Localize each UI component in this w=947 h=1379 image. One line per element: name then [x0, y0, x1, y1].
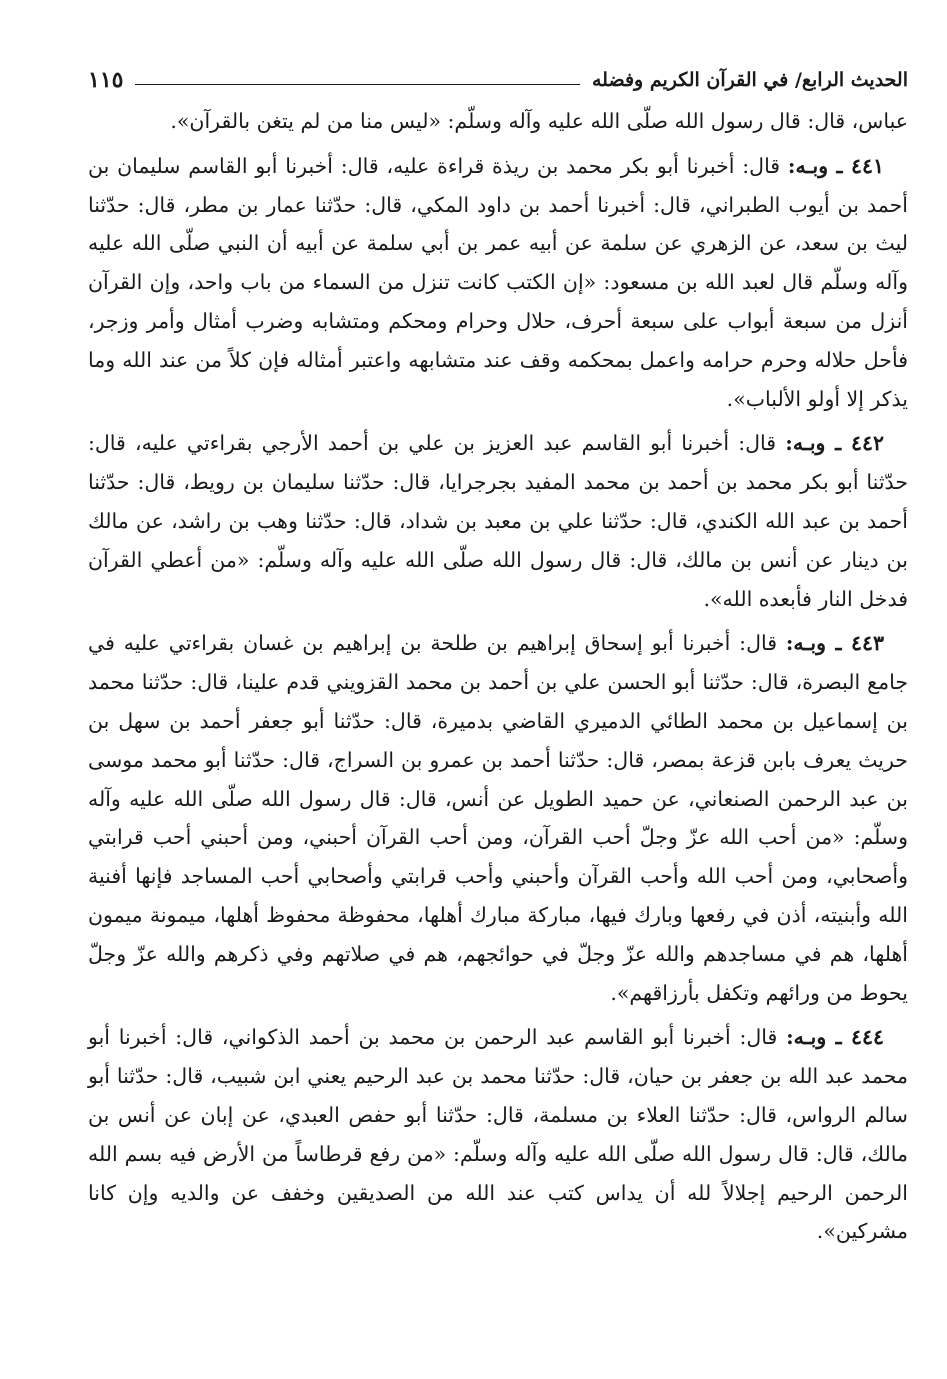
page-number: ١١٥: [88, 67, 124, 93]
hadith-number: ٤٤٣ ـ وبـه:: [785, 631, 884, 656]
hadith-text: قال: أخبرنا أبو القاسم عبد الرحمن بن محمد بن أحمد الذكواني، قال: أخبرنا أبو محمد عبد الله بن جعفر بن حيان، قال: حدّثنا محمد بن عبد الرحيم يعني ابن شبيب، قال: حدّثنا أبو سالم الرواس، قال: حدّثنا العلاء بن مسلمة، قال: حدّثنا أبو حفص العبدي، عن إبان عن أنس بن مالك، قال: قال رسول الله صلّى الله عليه وآله وسلّم: «من رفع قرطاساً من الأرض فيه بسم الله الرحمن الرحيم إجلالاً لله أن يداس كتب عند الله من الصديقين وخفف عن والديه وإن كانا مشركين».: [88, 1025, 908, 1244]
hadith-441: [88, 147, 908, 419]
paragraph-continuation: [88, 102, 908, 141]
hadith-number: ٤٤٢ ـ وبـه:: [785, 431, 884, 456]
hadith-number: ٤٤١ ـ وبـه:: [787, 153, 884, 178]
hadith-text: قال: أخبرنا أبو القاسم عبد العزيز بن علي بن أحمد الأرجي بقراءتي عليه، قال: حدّثنا أبو بكر محمد بن أحمد بن محمد المفيد بجرجرايا، قال: حدّثنا سليمان بن رويط، قال: حدّثنا أحمد بن عبد الله الكندي، قال: حدّثنا علي بن معبد بن شداد، قال: حدّثنا وهب بن راشد، عن مالك بن دينار عن أنس بن مالك، قال: قال رسول الله صلّى الله عليه وآله وسلّم: «من أعطي القرآن فدخل النار فأبعده الله».: [88, 431, 908, 611]
hadith-text: قال: أخبرنا أبو إسحاق إبراهيم بن طلحة بن إبراهيم بن غسان بقراءتي عليه في جامع البصرة، قال: حدّثنا أبو الحسن علي بن أحمد بن محمد القزويني قدم علينا، قال: حدّثنا محمد بن إسماعيل بن محمد الطائي الدميري القاضي بدميرة، قال: حدّثنا أبو جعفر أحمد بن سهل بن حريث يعرف بابن قزعة بمصر، قال: حدّثنا أحمد بن عمرو بن السراج، قال: حدّثنا أبو محمد موسى بن عبد الرحمن الصنعاني، عن حميد الطويل عن أنس، قال: قال رسول الله صلّى الله عليه وآله وسلّم: «من أحب الله عزّ وجلّ أحب القرآن، ومن أحب القرآن أحبني، ومن أحبني أحب قرابتي وأصحابي، ومن أحب الله وأحب القرآن وأحبني وأحب قرابتي وأصحابي أحب المساجد فإنها أفنية الله وأبنيته، أذن في رفعها وبارك فيها، مباركة مبارك أهلها، محفوظة محفوظ أهلها، ميمونة ميمون أهلها، هم في مساجدهم والله عزّ وجلّ في حوائجهم، هم في صلاتهم وفي ذكرهم والله عزّ وجلّ يحوط من ورائهم وتكفل بأرزاقهم».: [88, 631, 908, 1005]
running-header: [88, 52, 908, 92]
paragraph-text: عباس، قال: قال رسول الله صلّى الله عليه وآله وسلّم: «ليس منا من لم يتغن بالقرآن».: [170, 109, 908, 133]
chapter-title: الحديث الرابع/ في القرآن الكريم وفضله: [592, 69, 908, 91]
header-rule: [135, 84, 580, 85]
hadith-text: قال: أخبرنا أبو بكر محمد بن ريذة قراءة عليه، قال: أخبرنا أبو القاسم سليمان بن أحمد بن أيوب الطبراني، قال: أخبرنا أحمد بن داود المكي، قال: حدّثنا عمار بن مطر، قال: حدّثنا ليث بن سعد، عن الزهري عن سلمة عن أبيه عمر بن أبي سلمة عن أبيه أن النبي صلّى الله عليه وآله وسلّم قال لعبد الله بن مسعود: «إن الكتب كانت تنزل من السماء من باب واحد، وإن القرآن أنزل من سبعة أبواب على سبعة أحرف، حلال وحرام ومحكم ومتشابه وضرب أمثال وأمر وزجر، فأحل حلاله وحرم حرامه واعمل بمحكمه وقف عند متشابهه واعتبر أمثاله فإن كلاً من عند الله وما يذكر إلا أولو الألباب».: [88, 153, 908, 411]
hadith-442: [88, 424, 908, 618]
hadith-444: [88, 1018, 908, 1251]
hadith-443: [88, 624, 908, 1012]
body-text: [88, 102, 908, 1251]
book-page: [88, 52, 908, 1257]
hadith-number: ٤٤٤ ـ وبـه:: [786, 1025, 884, 1050]
